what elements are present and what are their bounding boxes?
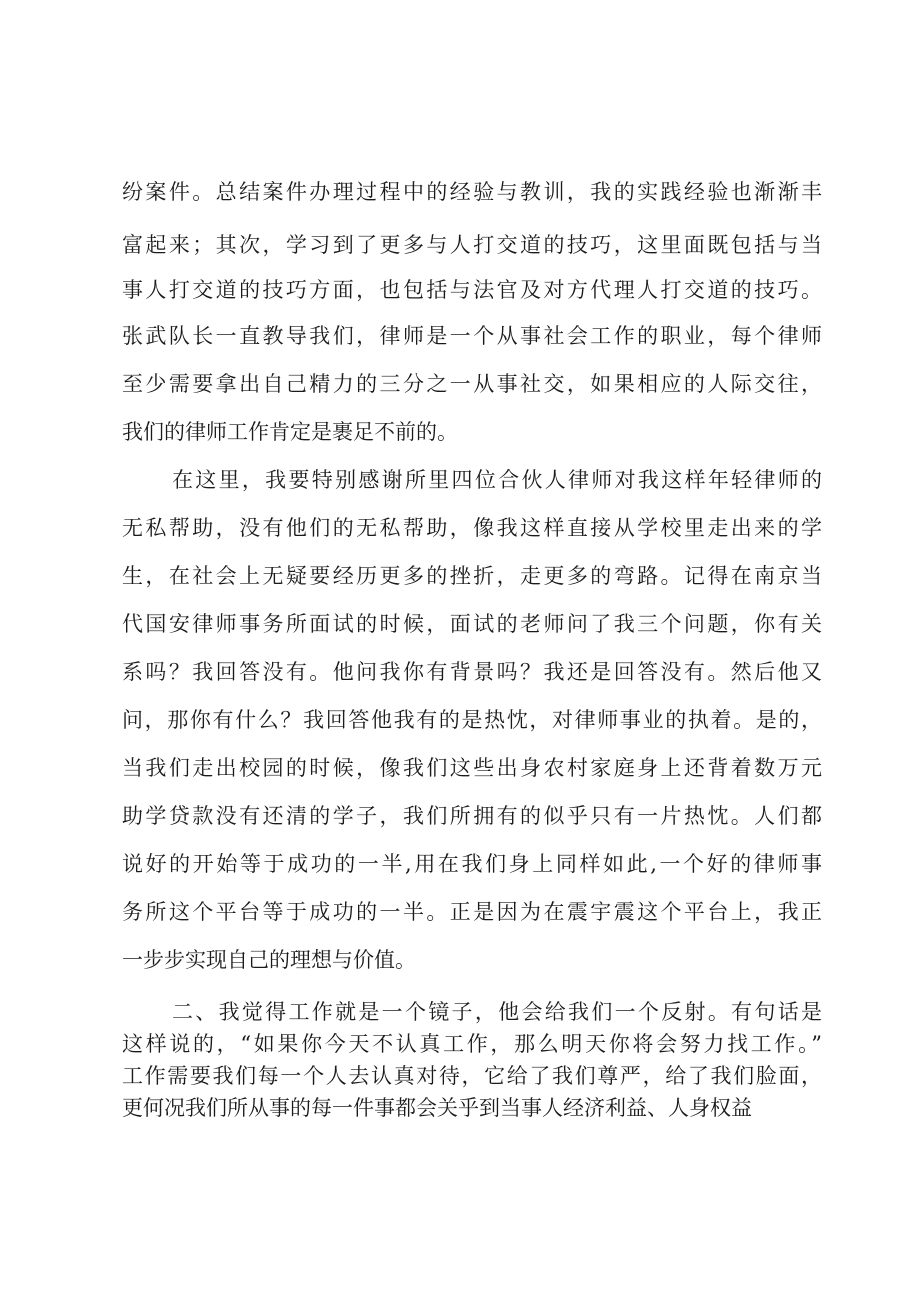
paragraph-1-line-3: 事人打交道的技巧方面，也包括与法官及对方代理人打交道的技巧。	[122, 278, 822, 302]
paragraph-2-line-1: 在这里，我要特别感谢所里四位合伙人律师对我这样年轻律师的	[172, 468, 822, 492]
paragraph-2-line-10: 务所这个平台等于成功的一半。正是因为在震宇震这个平台上，我正	[122, 900, 822, 924]
paragraph-1-line-4: 张武队长一直教导我们，律师是一个从事社会工作的职业，每个律师	[122, 324, 822, 348]
paragraph-2-line-2: 无私帮助，没有他们的无私帮助，像我这样直接从学校里走出来的学	[122, 516, 822, 540]
paragraph-2-line-3: 生，在社会上无疑要经历更多的挫折，走更多的弯路。记得在南京当	[122, 564, 822, 588]
paragraph-2-line-7: 当我们走出校园的时候，像我们这些出身农村家庭身上还背着数万元	[122, 756, 822, 780]
paragraph-3-line-3: 工作需要我们每一个人去认真对待，它给了我们尊严，给了我们脸面，	[122, 1064, 822, 1088]
paragraph-1-line-5: 至少需要拿出自己精力的三分之一从事社交，如果相应的人际交往，	[122, 372, 822, 396]
paragraph-3-line-2: 这样说的，“如果你今天不认真工作，那么明天你将会努力找工作。”	[122, 1032, 822, 1056]
paragraph-1-line-1: 纷案件。总结案件办理过程中的经验与教训，我的实践经验也渐渐丰	[122, 180, 822, 204]
paragraph-1-line-6: 我们的律师工作肯定是裹足不前的。	[122, 420, 458, 444]
paragraph-2-line-9: 说好的开始等于成功的一半,用在我们身上同样如此,一个好的律师事	[122, 852, 822, 876]
paragraph-2-line-5: 系吗？我回答没有。他问我你有背景吗？我还是回答没有。然后他又	[122, 660, 822, 684]
paragraph-2-line-6: 问，那你有什么？我回答他我有的是热忱，对律师事业的执着。是的，	[122, 708, 822, 732]
paragraph-2-line-4: 代国安律师事务所面试的时候，面试的老师问了我三个问题，你有关	[122, 612, 822, 636]
paragraph-1-line-2: 富起来；其次，学习到了更多与人打交道的技巧，这里面既包括与当	[122, 233, 822, 257]
paragraph-2-line-8: 助学贷款没有还清的学子，我们所拥有的似乎只有一片热忱。人们都	[122, 804, 822, 828]
paragraph-3-line-1: 二、我觉得工作就是一个镜子，他会给我们一个反射。有句话是	[172, 1000, 822, 1024]
paragraph-2-line-11: 一步步实现自己的理想与价值。	[122, 948, 416, 972]
paragraph-3-line-4: 更何况我们所从事的每一件事都会关乎到当事人经济利益、人身权益	[122, 1096, 752, 1120]
